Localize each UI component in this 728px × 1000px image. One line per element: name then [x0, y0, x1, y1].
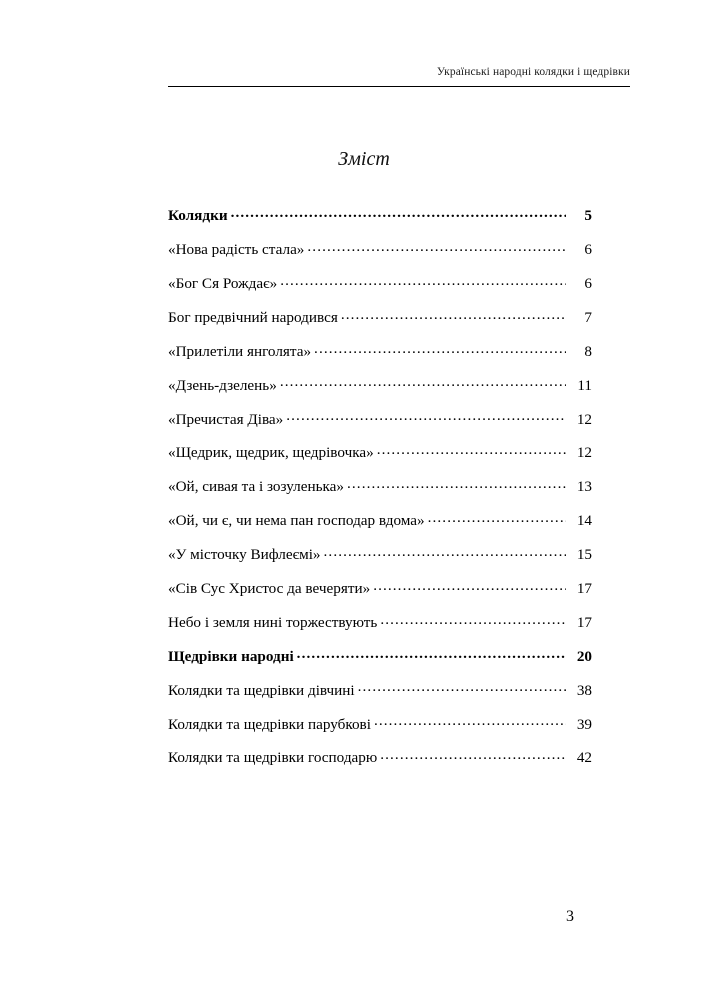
toc-dot-leader	[428, 510, 566, 525]
toc-entry-page: 20	[576, 647, 592, 665]
toc-entry[interactable]	[168, 544, 592, 562]
toc-dot-leader	[307, 239, 566, 254]
toc-entry-label: «Пречистая Діва»	[168, 410, 284, 428]
toc-dot-leader	[324, 544, 566, 559]
toc-dot-leader	[231, 205, 566, 220]
toc-entry-page: 6	[584, 241, 592, 259]
toc-entry-page: 39	[576, 715, 592, 733]
page-title: Зміст	[338, 148, 390, 170]
toc-entry-page: 15	[576, 546, 592, 564]
toc-entry-page: 8	[584, 342, 592, 360]
toc-entry[interactable]	[168, 307, 592, 325]
toc-dot-leader	[377, 442, 566, 457]
toc-dot-leader	[286, 408, 566, 423]
toc-entry-label: «Нова радість стала»	[168, 241, 305, 259]
toc-entry[interactable]	[168, 239, 592, 257]
toc-entry-page: 5	[584, 207, 592, 225]
toc-entry[interactable]	[168, 442, 592, 460]
toc-entry-label: Колядки та щедрівки господарю	[168, 749, 378, 767]
running-head: Українські народні колядки і щедрівки	[436, 66, 630, 78]
toc-entry[interactable]	[168, 374, 592, 392]
toc-entry[interactable]	[168, 205, 592, 223]
toc-entry[interactable]	[168, 510, 592, 528]
toc-dot-leader	[280, 273, 566, 288]
toc-dot-leader	[380, 612, 566, 627]
toc-entry-label: «Ой, сивая та і зозуленька»	[168, 478, 344, 496]
toc-dot-leader	[358, 679, 566, 694]
toc-entry-page: 17	[576, 613, 592, 631]
toc-entry[interactable]	[168, 578, 592, 596]
toc-entry-page: 13	[576, 478, 592, 496]
toc-entry-label: «Сів Сус Христос да вечеряти»	[168, 579, 371, 597]
toc-entry-page: 38	[576, 681, 592, 699]
page-number: 3	[566, 908, 574, 925]
toc-entry-label: «У місточку Вифлеємі»	[168, 546, 321, 564]
toc-entry[interactable]	[168, 341, 592, 359]
toc-dot-leader	[280, 374, 566, 389]
toc-entry-label: «Ой, чи є, чи нема пан господар вдома»	[168, 512, 425, 530]
toc-entry[interactable]	[168, 679, 592, 697]
toc-entry-label: Бог предвічний народився	[168, 308, 338, 326]
toc-entry-label: Небо і земля нині торжествують	[168, 613, 378, 631]
toc-entry-page: 12	[576, 410, 592, 428]
toc-entry-label: Колядки та щедрівки парубкові	[168, 715, 371, 733]
toc-dot-leader	[341, 307, 566, 322]
toc-dot-leader	[297, 646, 566, 661]
header-divider	[168, 86, 630, 87]
toc-entry-label: «Щедрик, щедрик, щедрівочка»	[168, 444, 374, 462]
toc-entry[interactable]	[168, 408, 592, 426]
toc-entry-label: Колядки	[168, 207, 228, 225]
toc-entry-page: 11	[577, 376, 592, 394]
toc-entry[interactable]	[168, 713, 592, 731]
toc-entry[interactable]	[168, 273, 592, 291]
toc-entry-page: 42	[576, 749, 592, 767]
toc-dot-leader	[380, 747, 566, 762]
toc-entry-page: 17	[576, 579, 592, 597]
toc-entry-page: 14	[576, 512, 592, 530]
toc-dot-leader	[314, 341, 566, 356]
toc-entry-page: 7	[584, 308, 592, 326]
toc-dot-leader	[373, 578, 566, 593]
toc-entry[interactable]	[168, 646, 592, 664]
toc-entry[interactable]	[168, 476, 592, 494]
toc-dot-leader	[347, 476, 566, 491]
toc-entry-page: 6	[584, 274, 592, 292]
toc-entry-label: Щедрівки народні	[168, 647, 294, 665]
toc-entry[interactable]	[168, 612, 592, 630]
toc-dot-leader	[374, 713, 566, 728]
table-of-contents	[168, 205, 592, 781]
toc-entry-page: 12	[576, 444, 592, 462]
toc-entry-label: «Прилетіли янголята»	[168, 342, 312, 360]
toc-entry-label: Колядки та щедрівки дівчині	[168, 681, 355, 699]
toc-entry-label: «Бог Ся Рождає»	[168, 274, 278, 292]
toc-entry-label: «Дзень-дзелень»	[168, 376, 277, 394]
toc-entry[interactable]	[168, 747, 592, 765]
